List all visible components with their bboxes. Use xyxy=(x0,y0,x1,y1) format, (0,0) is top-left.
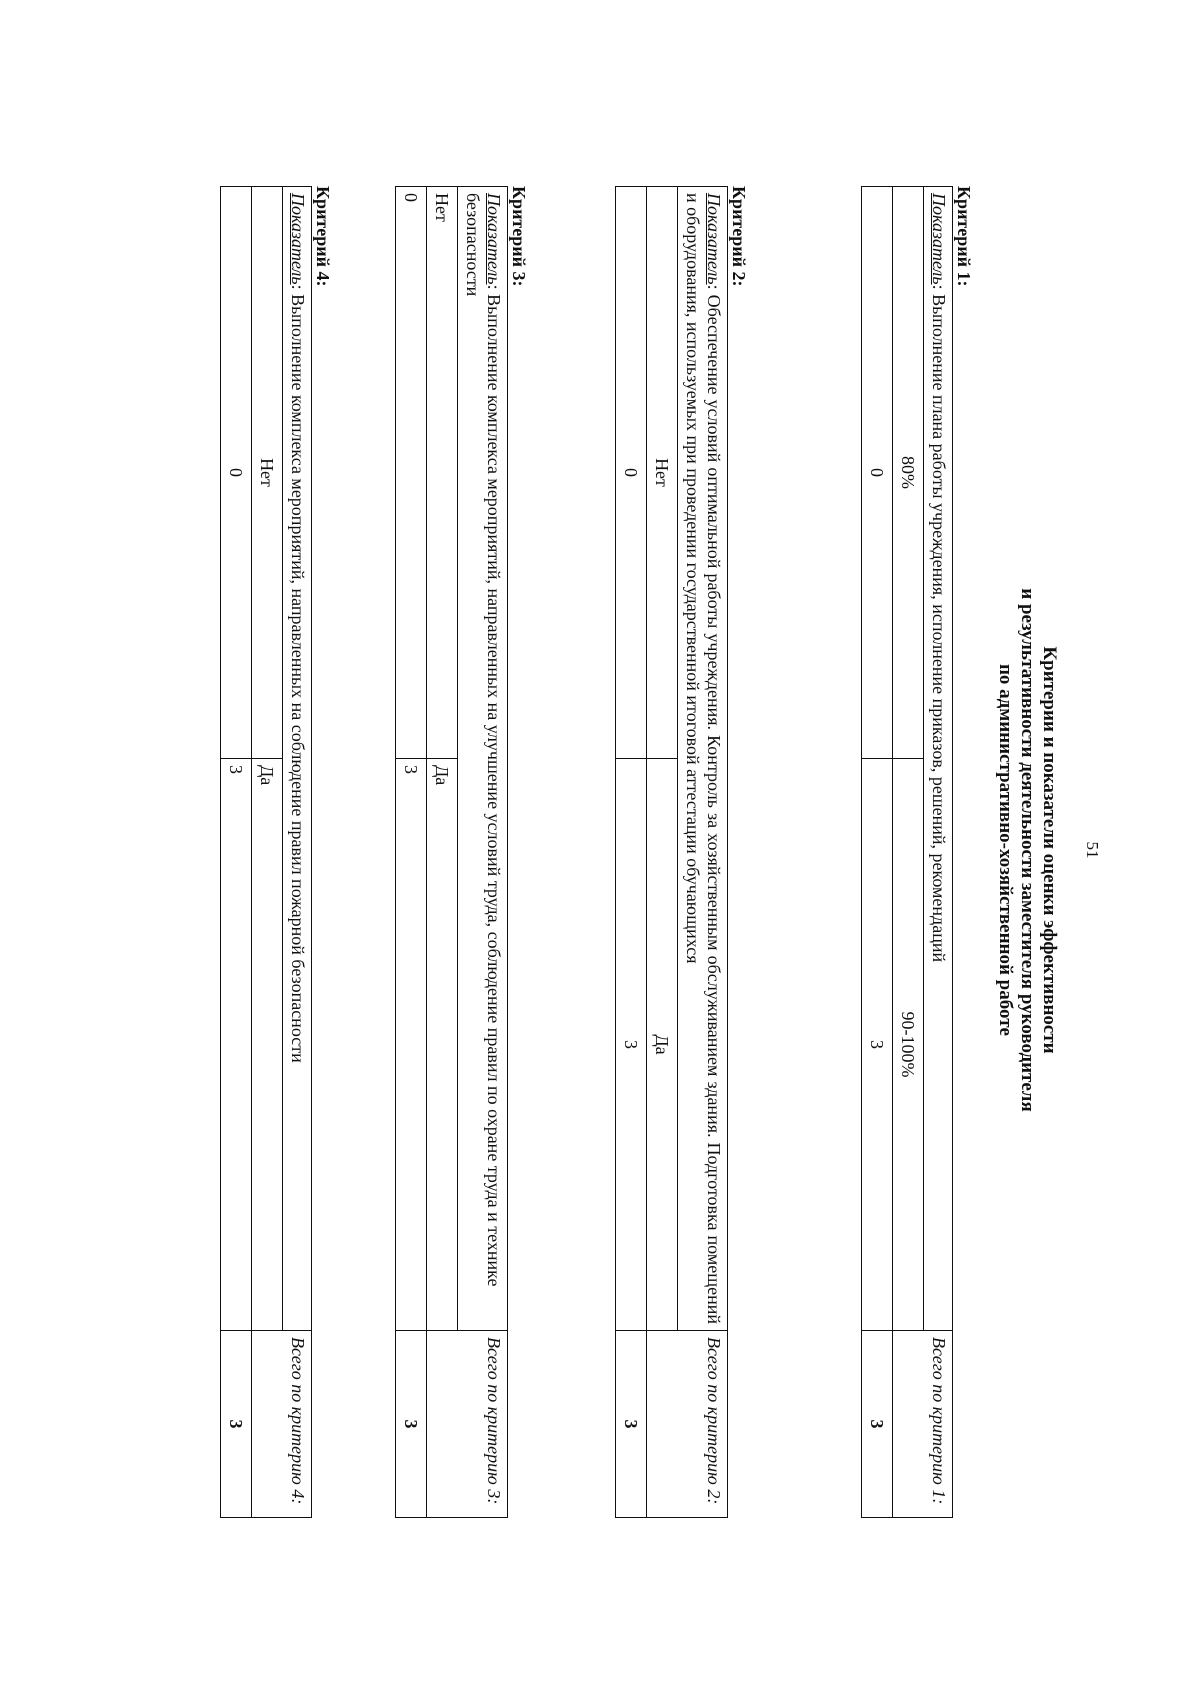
total-value: 3 xyxy=(862,1331,893,1517)
scores-row xyxy=(616,187,647,1330)
option-cell: Да xyxy=(252,758,282,1330)
criterion-heading: Критерий 4: xyxy=(313,186,333,287)
criterion-table xyxy=(615,186,728,1518)
page-number: 51 xyxy=(1083,841,1102,859)
option-cell: 90-100% xyxy=(893,758,923,1330)
scores-row xyxy=(862,187,893,1330)
criterion-heading: Критерий 1: xyxy=(954,186,974,287)
criterion-heading: Критерий 3: xyxy=(509,186,529,287)
total-value: 3 xyxy=(396,1331,427,1517)
score-cell: 0 xyxy=(401,193,422,202)
options-row xyxy=(252,187,282,1330)
option-cell: Нет xyxy=(257,458,278,487)
total-value: 3 xyxy=(221,1331,252,1517)
score-cell: 3 xyxy=(862,758,892,1330)
score-cell: 3 xyxy=(616,758,646,1330)
title-line: по административно-хозяйственной работе xyxy=(995,663,1016,1036)
indicator-label: Показатель xyxy=(484,193,504,285)
total-value: 3 xyxy=(616,1331,647,1517)
criterion-table xyxy=(220,186,312,1518)
total-label: Всего по критерию 2: xyxy=(704,1337,724,1505)
title-line: и результативности деятельности заместителя руководителя xyxy=(1017,588,1038,1112)
indicator-text: Показатель: Выполнение плана работы учреждения, исполнение приказов, решений, рекомендаций xyxy=(923,187,952,1330)
options-row xyxy=(427,187,457,1330)
total-label: Всего по критерию 1: xyxy=(929,1337,949,1505)
option-cell: Нет xyxy=(652,458,673,487)
indicator-text: Показатель: Выполнение комплекса мероприятий, направленных на соблюдение правил пожарной безопасности xyxy=(282,187,311,1330)
document-page xyxy=(70,60,1130,1640)
criterion-1 xyxy=(861,186,975,1518)
option-cell: Нет xyxy=(432,193,453,222)
total-label: Всего по критерию 3: xyxy=(484,1337,504,1505)
indicator-description: Обеспечение условий оптимальной работы учреждения. Контроль за хозяйственным обслуживанием здания. Подготовка помещений и оборудования, используемых при проведении государственной итоговой аттестации обучающихся xyxy=(683,193,724,1324)
document-title xyxy=(994,60,1060,1640)
scores-row xyxy=(221,187,252,1330)
criterion-total xyxy=(221,1330,311,1517)
score-cell: 3 xyxy=(396,758,426,1330)
indicator-label: Показатель xyxy=(704,193,724,285)
criterion-heading: Критерий 2: xyxy=(729,186,749,287)
options-row xyxy=(893,187,923,1330)
criterion-3 xyxy=(395,186,530,1518)
criterion-table xyxy=(395,186,508,1518)
indicator-label: Показатель xyxy=(288,193,308,285)
score-cell: 0 xyxy=(621,468,642,477)
indicator-description: Выполнение комплекса мероприятий, направленных на соблюдение правил пожарной безопасности xyxy=(288,294,308,1063)
criterion-2 xyxy=(615,186,750,1518)
indicator-text: Показатель: Обеспечение условий оптимальной работы учреждения. Контроль за хозяйственным обслуживанием здания. Подготовка помещений и оборудования, используемых при проведении государственной итоговой аттестации обучающихся xyxy=(677,187,727,1330)
indicator-text: Показатель: Выполнение комплекса мероприятий, направленных на улучшение условий труда, соблюдение правил по охране труда и технике безопасности xyxy=(457,187,507,1330)
criterion-total xyxy=(396,1330,507,1517)
options-row xyxy=(647,187,677,1330)
criterion-total xyxy=(616,1330,727,1517)
total-label: Всего по критерию 4: xyxy=(288,1337,308,1505)
indicator-description: Выполнение плана работы учреждения, исполнение приказов, решений, рекомендаций xyxy=(929,294,949,963)
title-line: Критерии и показатели оценки эффективности xyxy=(1039,646,1060,1054)
indicator-label: Показатель xyxy=(929,193,949,285)
criterion-total xyxy=(862,1330,952,1517)
option-cell: Да xyxy=(647,758,677,1330)
criterion-4 xyxy=(220,186,334,1518)
option-cell: 80% xyxy=(898,456,919,489)
criterion-table xyxy=(861,186,953,1518)
score-cell: 0 xyxy=(867,468,888,477)
option-cell: Да xyxy=(427,758,457,1330)
scores-row xyxy=(396,187,427,1330)
score-cell: 0 xyxy=(226,468,247,477)
score-cell: 3 xyxy=(221,758,251,1330)
indicator-description: Выполнение комплекса мероприятий, направленных на улучшение условий труда, соблюдение правил по охране труда и технике безопасности xyxy=(463,193,504,1287)
